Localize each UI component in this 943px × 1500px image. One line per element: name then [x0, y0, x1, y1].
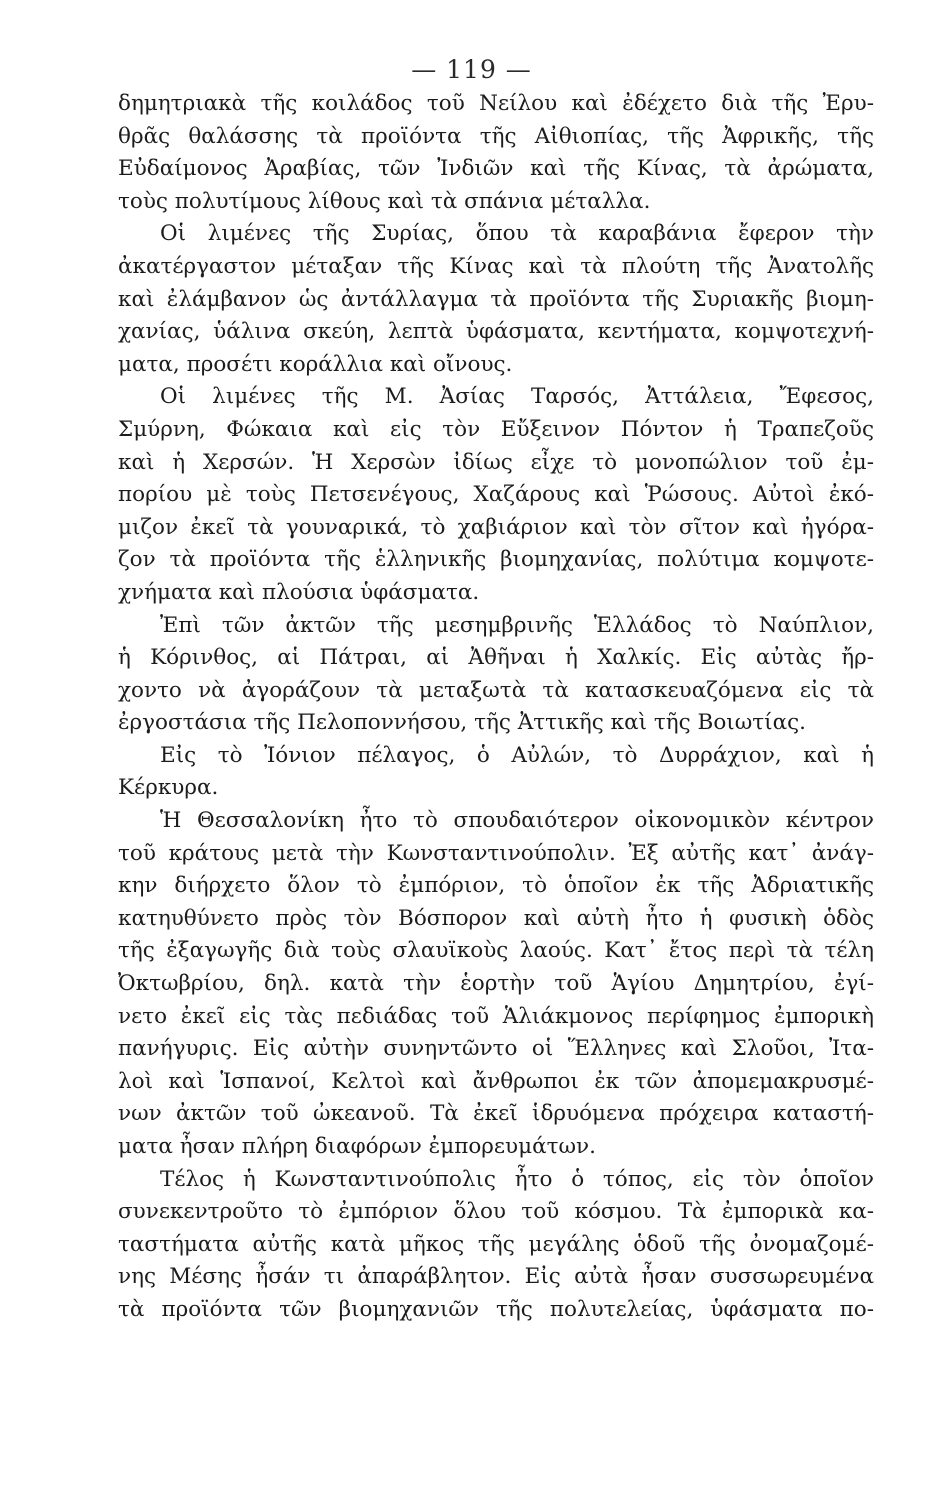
- text-line: τὰ προϊόντα τῶν βιομηχανιῶν τῆς πολυτελείας, ὑφάσματα πο-: [118, 1296, 874, 1322]
- text-line: δημητριακὰ τῆς κοιλάδος τοῦ Νείλου καὶ ἐδέχετο διὰ τῆς Ἐρυ-: [118, 91, 874, 116]
- text-line: Οἱ λιμένες τῆς Συρίας, ὅπου τὰ καραβάνια ἔφερον τὴν: [160, 221, 874, 247]
- text-line: νετο ἐκεῖ εἰς τὰς πεδιάδας τοῦ Ἁλιάκμονος περίφημος ἐμπορικὴ: [118, 1003, 874, 1029]
- text-line: νων ἀκτῶν τοῦ ὠκεανοῦ. Τὰ ἐκεῖ ἱδρυόμενα πρόχειρα καταστή-: [118, 1101, 874, 1127]
- text-line: πορίου μὲ τοὺς Πετσενέγους, Χαζάρους καὶ Ῥώσους. Αὐτοὶ ἐκό-: [118, 482, 874, 508]
- text-line: ἡ Κόρινθος, αἱ Πάτραι, αἱ Ἀθῆναι ἡ Χαλκίς. Εἰς αὐτὰς ἤρ-: [118, 645, 874, 671]
- body-text: [118, 88, 874, 1327]
- text-line: Οἱ λιμένες τῆς Μ. Ἀσίας Ταρσός, Ἀττάλεια, Ἔφεσος,: [160, 384, 874, 410]
- text-line: κατηυθύνετο πρὸς τὸν Βόσπορον καὶ αὐτὴ ἦτο ἡ φυσικὴ ὁδὸς: [118, 905, 874, 931]
- text-line: ἀκατέργαστον μέταξαν τῆς Κίνας καὶ τὰ πλούτη τῆς Ἀνατολῆς: [118, 253, 874, 279]
- text-line: Κέρκυρα.: [118, 775, 219, 801]
- text-line: Ἡ Θεσσαλονίκη ἦτο τὸ σπουδαιότερον οἰκονομικὸν κέντρον: [160, 808, 874, 834]
- text-line: τοῦ κράτους μετὰ τὴν Κωνσταντινούπολιν. Ἐξ αὐτῆς κατ᾽ ἀνάγ-: [118, 840, 874, 866]
- text-line: ἐργοστάσια τῆς Πελοποννήσου, τῆς Ἀττικῆς καὶ τῆς Βοιωτίας.: [118, 710, 806, 736]
- page-number: — 119 —: [411, 55, 532, 84]
- text-line: τοὺς πολυτίμους λίθους καὶ τὰ σπάνια μέταλλα.: [118, 188, 651, 214]
- text-line: Εὐδαίμονος Ἀραβίας, τῶν Ἰνδιῶν καὶ τῆς Κίνας, τὰ ἀρώματα,: [118, 156, 874, 182]
- text-line: χοντο νὰ ἀγοράζουν τὰ μεταξωτὰ τὰ κατασκευαζόμενα εἰς τὰ: [118, 677, 874, 703]
- text-line: χανίας, ὑάλινα σκεύη, λεπτὰ ὑφάσματα, κεντήματα, κομψοτεχνή-: [118, 319, 874, 345]
- text-line: μιζον ἐκεῖ τὰ γουναρικά, τὸ χαβιάριον καὶ τὸν σῖτον καὶ ἠγόρα-: [118, 514, 874, 540]
- text-line: κην διήρχετο ὅλον τὸ ἐμπόριον, τὸ ὁποῖον ἐκ τῆς Ἀδριατικῆς: [118, 873, 874, 899]
- text-line: ζον τὰ προϊόντα τῆς ἑλληνικῆς βιομηχανίας, πολύτιμα κομψοτε-: [118, 547, 874, 573]
- text-line: θρᾶς θαλάσσης τὰ προϊόντα τῆς Αἰθιοπίας, τῆς Ἀφρικῆς, τῆς: [118, 123, 874, 149]
- text-line: πανήγυρις. Εἰς αὐτὴν συνηντῶντο οἱ Ἕλληνες καὶ Σλοῦοι, Ἰτα-: [118, 1036, 874, 1062]
- text-line: καὶ ἡ Χερσών. Ἡ Χερσὼν ἰδίως εἶχε τὸ μονοπώλιον τοῦ ἐμ-: [118, 449, 874, 475]
- text-line: Εἰς τὸ Ἰόνιον πέλαγος, ὁ Αὐλών, τὸ Δυρράχιον, καὶ ἡ: [160, 742, 874, 768]
- text-line: τῆς ἐξαγωγῆς διὰ τοὺς σλαυϊκοὺς λαούς. Κατ᾽ ἔτος περὶ τὰ τέλη: [118, 938, 874, 964]
- text-line: Ἐπὶ τῶν ἀκτῶν τῆς μεσημβρινῆς Ἑλλάδος τὸ Ναύπλιον,: [160, 612, 874, 638]
- text-line: Τέλος ἡ Κωνσταντινούπολις ἦτο ὁ τόπος, εἰς τὸν ὁποῖον: [160, 1166, 874, 1192]
- text-line: συνεκεντροῦτο τὸ ἐμπόριον ὅλου τοῦ κόσμου. Τὰ ἐμπορικὰ κα-: [118, 1199, 874, 1225]
- text-line: χνήματα καὶ πλούσια ὑφάσματα.: [118, 579, 480, 605]
- text-line: ματα ἦσαν πλήρη διαφόρων ἐμπορευμάτων.: [118, 1134, 596, 1159]
- text-line: Σμύρνη, Φώκαια καὶ εἰς τὸν Εὔξεινον Πόντον ἡ Τραπεζοῦς: [118, 416, 874, 442]
- text-line: ματα, προσέτι κοράλλια καὶ οἴνους.: [118, 351, 513, 377]
- text-line: καὶ ἐλάμβανον ὡς ἀντάλλαγμα τὰ προϊόντα τῆς Συριακῆς βιομη-: [118, 286, 874, 312]
- text-line: νης Μέσης ἦσάν τι ἀπαράβλητον. Εἰς αὐτὰ ἦσαν συσσωρευμένα: [118, 1264, 874, 1290]
- text-line: ταστήματα αὐτῆς κατὰ μῆκος τῆς μεγάλης ὁδοῦ τῆς ὀνομαζομέ-: [118, 1231, 874, 1257]
- text-line: Ὀκτωβρίου, δηλ. κατὰ τὴν ἑορτὴν τοῦ Ἁγίου Δημητρίου, ἐγί-: [118, 971, 874, 997]
- text-line: λοὶ καὶ Ἱσπανοί, Κελτοὶ καὶ ἄνθρωποι ἐκ τῶν ἀπομεμακρυσμέ-: [118, 1068, 874, 1094]
